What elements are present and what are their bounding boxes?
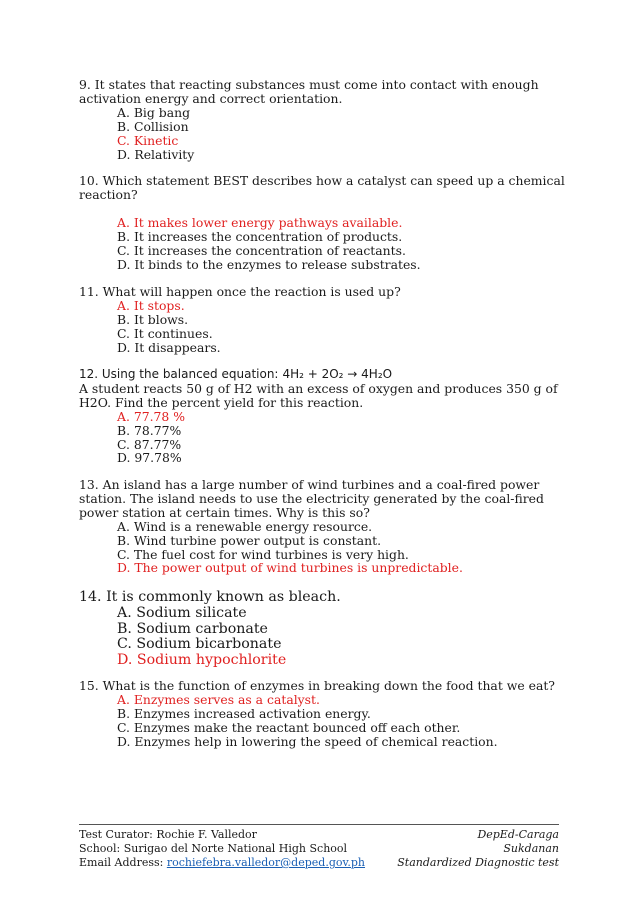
option-c: C. Sodium bicarbonate bbox=[117, 636, 282, 653]
option-c: C. It increases the concentration of reactants. bbox=[117, 242, 406, 258]
footer-email-link[interactable]: rochiefebra.valledor@deped.gov.ph bbox=[166, 856, 366, 869]
footer-left bbox=[79, 828, 365, 870]
footer-division: Sukdanan bbox=[503, 842, 559, 855]
footer-school: School: Surigao del Norte National High School bbox=[79, 842, 348, 855]
option-b: B. It increases the concentration of products. bbox=[117, 228, 403, 244]
option-d: D. It disappears. bbox=[117, 339, 221, 355]
option-a: A. Wind is a renewable energy resource. bbox=[117, 518, 373, 534]
option-a-answer: A. 77.78 % bbox=[117, 408, 186, 424]
option-c: C. It continues. bbox=[117, 325, 213, 341]
option-b: B. Wind turbine power output is constant. bbox=[117, 532, 382, 548]
question-12 bbox=[79, 367, 569, 465]
option-c-answer: C. Kinetic bbox=[117, 132, 179, 148]
option-a-answer: A. It makes lower energy pathways available. bbox=[117, 214, 403, 230]
option-b: B. It blows. bbox=[117, 311, 189, 327]
option-c: C. Enzymes make the reactant bounced off each other. bbox=[117, 719, 461, 735]
option-b: B. Sodium carbonate bbox=[117, 620, 268, 637]
option-c: C. 87.77% bbox=[117, 436, 182, 452]
options-list bbox=[79, 299, 569, 355]
question-stem: 9. It states that reacting substances must come into contact with enough activation energy and correct orientation. bbox=[79, 77, 539, 106]
option-b: B. Collision bbox=[117, 118, 189, 134]
question-stem: 14. It is commonly known as bleach. bbox=[79, 589, 341, 605]
question-stem: 11. What will happen once the reaction is used up? bbox=[79, 284, 401, 299]
option-b: B. Enzymes increased activation energy. bbox=[117, 705, 371, 721]
question-stem: A student reacts 50 g of H2 with an excess of oxygen and produces 350 g of H2O. Find the percent yield for this reaction. bbox=[79, 380, 558, 410]
options-list bbox=[79, 106, 569, 162]
option-b: B. 78.77% bbox=[117, 422, 182, 438]
options-list bbox=[79, 216, 569, 272]
option-d: D. 97.78% bbox=[117, 450, 182, 466]
question-11 bbox=[79, 285, 569, 355]
options-list bbox=[79, 520, 569, 576]
question-13 bbox=[79, 478, 569, 575]
balanced-equation: 4H₂ + 2O₂ → 4H₂O bbox=[282, 367, 393, 381]
option-d: D. It binds to the enzymes to release substrates. bbox=[117, 256, 421, 272]
footer-test-name: Standardized Diagnostic test bbox=[397, 856, 559, 869]
options-list bbox=[79, 693, 569, 749]
question-stem: 15. What is the function of enzymes in breaking down the food that we eat? bbox=[79, 678, 555, 693]
footer-right bbox=[397, 828, 559, 870]
question-9 bbox=[79, 78, 569, 161]
footer-divider bbox=[79, 824, 559, 825]
option-c: C. The fuel cost for wind turbines is very high. bbox=[117, 546, 409, 562]
option-d-answer: D. The power output of wind turbines is unpredictable. bbox=[117, 560, 463, 576]
question-14 bbox=[79, 590, 569, 669]
footer-email-row bbox=[79, 856, 365, 870]
option-a-answer: A. Enzymes serves as a catalyst. bbox=[117, 691, 320, 707]
option-a: A. Big bang bbox=[117, 104, 190, 120]
question-10 bbox=[79, 174, 569, 271]
question-15 bbox=[79, 679, 569, 749]
option-a-answer: A. It stops. bbox=[117, 297, 185, 313]
option-a: A. Sodium silicate bbox=[117, 604, 247, 621]
question-stem: 13. An island has a large number of wind turbines and a coal-fired power station. The island needs to use the electricity generated by the coal-fired power station at certain times. Why is this so? bbox=[79, 477, 544, 520]
footer-curator: Test Curator: Rochie F. Valledor bbox=[79, 828, 257, 841]
options-list bbox=[79, 410, 569, 466]
equation-label: 12. Using the balanced equation: bbox=[79, 367, 279, 381]
option-d: D. Relativity bbox=[117, 146, 195, 162]
question-heading bbox=[79, 367, 569, 382]
option-d: D. Enzymes help in lowering the speed of chemical reaction. bbox=[117, 733, 498, 749]
option-d-answer: D. Sodium hypochlorite bbox=[117, 652, 287, 669]
question-stem: 10. Which statement BEST describes how a catalyst can speed up a chemical reaction? bbox=[79, 173, 565, 202]
footer-org: DepEd-Caraga bbox=[477, 828, 559, 841]
footer-email-label: Email Address: bbox=[79, 856, 167, 869]
options-list bbox=[79, 606, 569, 669]
